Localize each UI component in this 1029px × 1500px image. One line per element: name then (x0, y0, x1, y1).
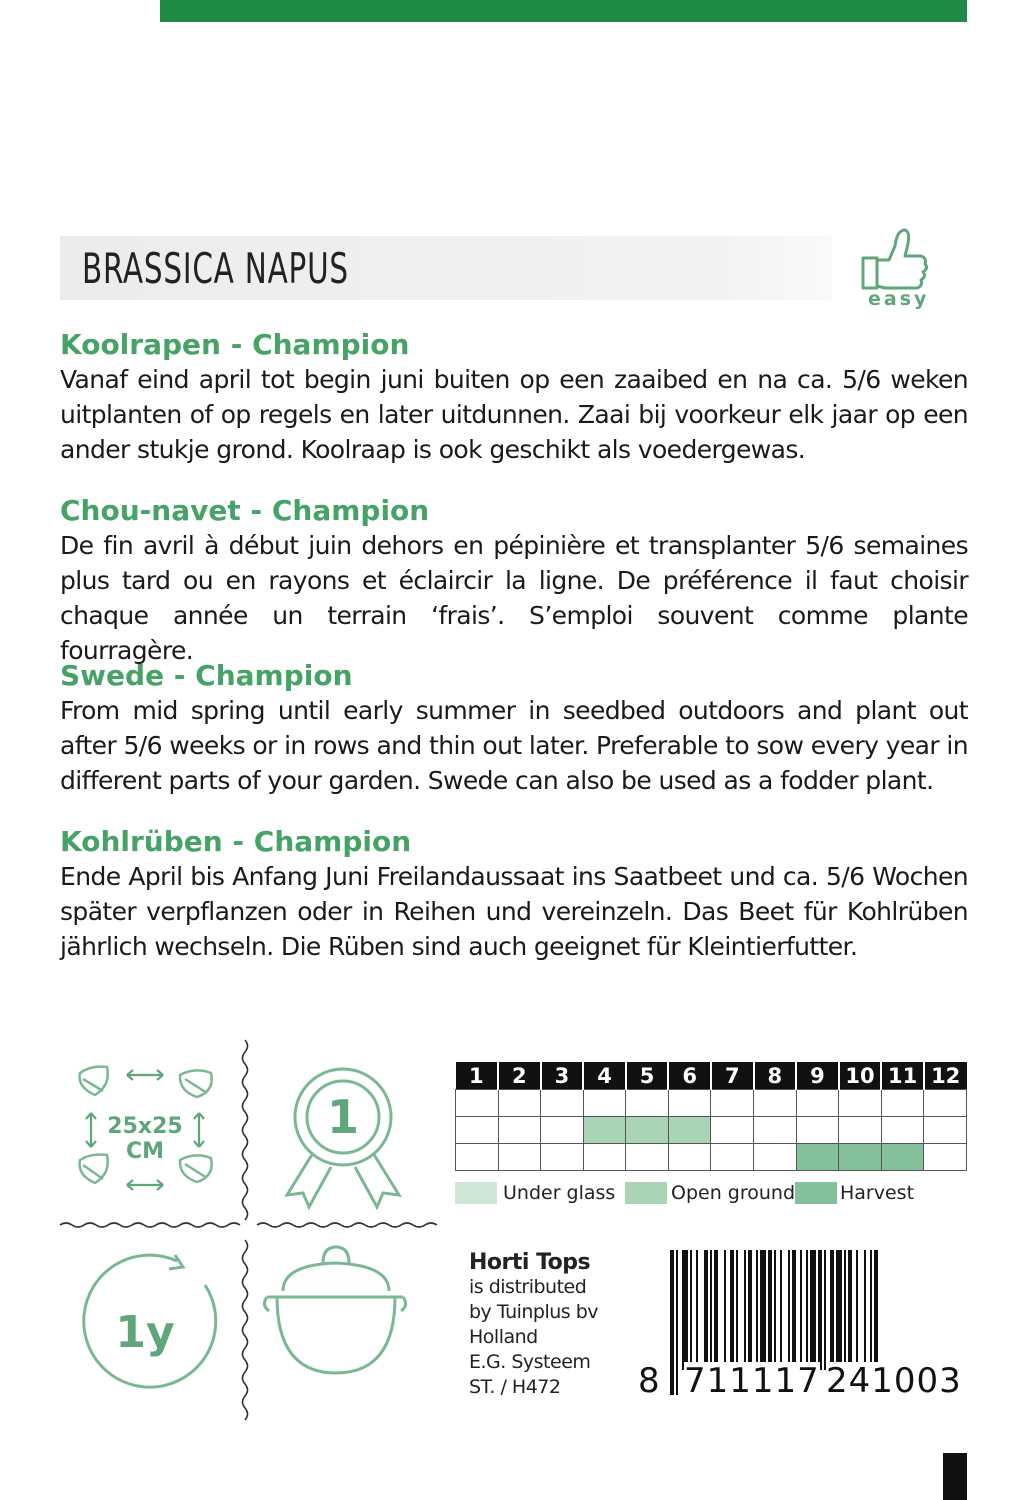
calendar-cell (626, 1090, 669, 1117)
calendar-cell (754, 1144, 797, 1171)
barcode-bar (768, 1250, 772, 1370)
latin-name: BRASSICA NAPUS (82, 244, 349, 293)
legend-open-ground: Open ground (671, 1182, 796, 1204)
barcode-bar (748, 1250, 752, 1370)
calendar-cell (498, 1117, 541, 1144)
calendar-cell (711, 1090, 754, 1117)
distributor-line: by Tuinplus bv (469, 1301, 599, 1323)
calendar-cell (541, 1117, 584, 1144)
barcode-bar (870, 1250, 872, 1370)
barcode-bar (788, 1250, 790, 1370)
sowing-calendar (455, 1062, 967, 1171)
distributor-info (469, 1250, 598, 1400)
month-header: 4 (583, 1062, 626, 1090)
calendar-cell (541, 1090, 584, 1117)
barcode-bar (864, 1250, 866, 1370)
calendar-row-open-ground (456, 1117, 967, 1144)
easy-label: easy (868, 288, 930, 310)
cooking-pot-icon (264, 1247, 405, 1373)
calendar-cell (754, 1117, 797, 1144)
calendar-cell (583, 1117, 626, 1144)
calendar-cell (668, 1117, 711, 1144)
calendar-cell (924, 1117, 967, 1144)
barcode-bar (830, 1250, 834, 1370)
month-header: 1 (456, 1062, 499, 1090)
section-text: From mid spring until early summer in seedbed outdoors and plant out after 5/6 weeks or in rows and thin out later. Preferable to sow every year in different parts of your garden. Swede can also be used as a fodder plant. (60, 696, 968, 795)
section-title: Kohlrüben - Champion (60, 825, 412, 858)
barcode-bar (856, 1250, 858, 1370)
barcode-bar (696, 1250, 698, 1370)
month-header: 3 (541, 1062, 584, 1090)
barcode-bar (810, 1250, 816, 1370)
barcode-bar (848, 1250, 852, 1370)
section-text: Ende April bis Anfang Juni Freilandaussaat ins Saatbeet und ca. 5/6 Wochen später verpflanzen oder in Reihen und vereinzeln. Das Beet für Kohlrüben jährlich wechseln. Die Rüben sind auch geeignet für Kleintierfutter. (60, 862, 968, 961)
month-header: 6 (668, 1062, 711, 1090)
barcode-digit-first: 8 (638, 1361, 660, 1401)
icon-panel (55, 1035, 445, 1425)
calendar-cell (498, 1090, 541, 1117)
distributor-line: is distributed (469, 1276, 587, 1298)
barcode-bar (806, 1250, 808, 1370)
lifecycle-text: 1y (115, 1307, 175, 1358)
barcode-bar (690, 1250, 692, 1370)
top-color-bar (160, 0, 967, 22)
barcode-bar (744, 1250, 746, 1370)
barcode-bar (736, 1250, 738, 1370)
calendar-cell (839, 1090, 882, 1117)
calendar-cell (881, 1090, 924, 1117)
calendar-cell (668, 1144, 711, 1171)
barcode-digits-left: 711117 (684, 1361, 820, 1401)
calendar-cell (583, 1144, 626, 1171)
barcode-bar (824, 1250, 826, 1370)
legend-under-glass: Under glass (503, 1182, 616, 1204)
section-title: Chou-navet - Champion (60, 494, 430, 527)
divider-vertical (243, 1040, 248, 1220)
section-english (60, 659, 968, 798)
spacing-unit: CM (125, 1139, 165, 1164)
barcode-bar (670, 1250, 674, 1395)
section-dutch (60, 328, 968, 467)
barcode-bar (800, 1250, 802, 1370)
calendar-row-under-glass (456, 1090, 967, 1117)
calendar-cell (839, 1144, 882, 1171)
barcode-bar (710, 1250, 712, 1370)
barcode-bar (714, 1250, 718, 1370)
barcode-bar (818, 1250, 822, 1370)
calendar-cell (626, 1117, 669, 1144)
calendar-cell (668, 1090, 711, 1117)
month-header: 8 (754, 1062, 797, 1090)
calendar-cell (796, 1144, 839, 1171)
section-title: Koolrapen - Champion (60, 328, 410, 361)
legend-swatch-open-ground (625, 1182, 667, 1204)
barcode-bar (730, 1250, 734, 1370)
barcode-bar (724, 1250, 726, 1370)
barcode-bar (780, 1250, 782, 1370)
month-header: 10 (839, 1062, 882, 1090)
calendar-cell (456, 1144, 499, 1171)
calendar-cell (711, 1117, 754, 1144)
month-header: 11 (881, 1062, 924, 1090)
barcode-bar (676, 1250, 678, 1395)
calendar-cell (839, 1117, 882, 1144)
section-text: De fin avril à début juin dehors en pépinière et transplanter 5/6 semaines plus tard ou en rayons et éclaircir la ligne. De préférence il faut choisir chaque année un terrain ‘frais’. S’emploi souvent comme plante fourragère. (60, 531, 968, 665)
calendar-cell (881, 1117, 924, 1144)
calendar-cell (924, 1144, 967, 1171)
calendar-cell (456, 1090, 499, 1117)
month-header: 12 (924, 1062, 967, 1090)
calendar-cell (881, 1144, 924, 1171)
month-header: 5 (626, 1062, 669, 1090)
barcode-bar (792, 1250, 796, 1370)
barcode-bar (760, 1250, 766, 1370)
section-title: Swede - Champion (60, 659, 353, 692)
barcode-bar (704, 1250, 708, 1370)
calendar-cell (498, 1144, 541, 1171)
month-header: 9 (796, 1062, 839, 1090)
legend-harvest: Harvest (840, 1182, 915, 1204)
spacing-text: 25x25 (107, 1114, 183, 1139)
calendar-cell (754, 1090, 797, 1117)
divider-vertical (243, 1240, 248, 1420)
distributor-line: ST. / H472 (469, 1376, 561, 1398)
distributor-line: E.G. Systeem (469, 1351, 591, 1373)
calendar-cell (541, 1144, 584, 1171)
month-header: 2 (498, 1062, 541, 1090)
barcode-bar (682, 1250, 688, 1370)
brand-name: Horti Tops (469, 1250, 591, 1275)
legend-swatch-harvest (795, 1182, 837, 1204)
legend-swatch-under-glass (455, 1182, 497, 1204)
month-header: 7 (711, 1062, 754, 1090)
section-french (60, 494, 968, 668)
barcode-digits-right: 241003 (826, 1361, 962, 1401)
divider-horizontal (60, 1223, 240, 1227)
divider-horizontal (257, 1223, 437, 1227)
calendar-cell (924, 1090, 967, 1117)
barcode-bar (836, 1250, 842, 1370)
rank-number: 1 (326, 1090, 360, 1144)
calendar-cell (796, 1090, 839, 1117)
corner-mark (943, 1453, 967, 1500)
calendar-cell (626, 1144, 669, 1171)
barcode-bar (756, 1250, 758, 1370)
calendar-cell (711, 1144, 754, 1171)
calendar-cell (456, 1117, 499, 1144)
calendar-cell (796, 1117, 839, 1144)
section-german (60, 825, 968, 964)
calendar-row-harvest (456, 1144, 967, 1171)
section-text: Vanaf eind april tot begin juni buiten op een zaaibed en na ca. 5/6 weken uitplanten of op regels en later uitdunnen. Zaai bij voorkeur elk jaar op een ander stukje grond. Koolraap is ook geschikt als voedergewas. (60, 365, 968, 464)
distributor-line: Holland (469, 1326, 538, 1348)
barcode-bar (844, 1250, 846, 1370)
calendar-cell (583, 1090, 626, 1117)
